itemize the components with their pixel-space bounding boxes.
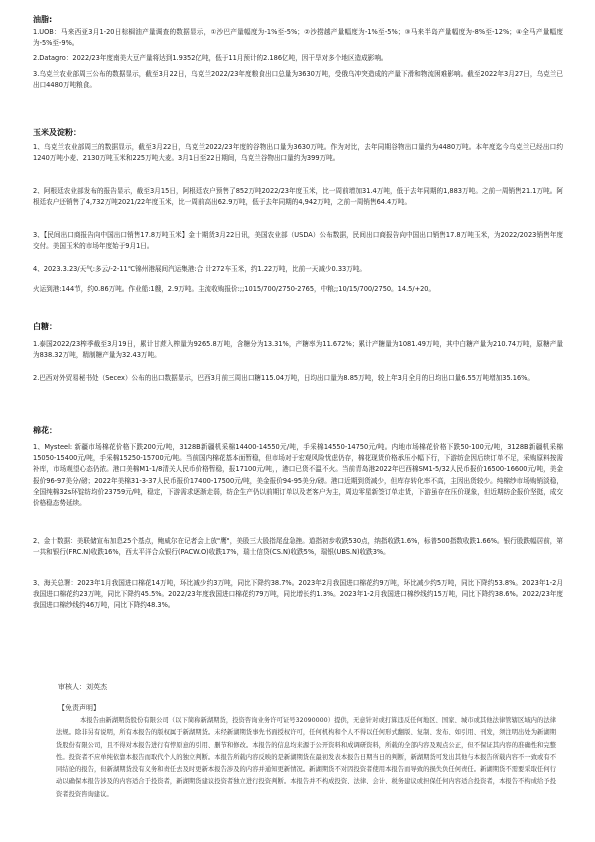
disclaimer-body: 本报告由新湖期货股份有限公司（以下简称新湖期货，投资咨询业务许可证号32090000）提供，无意针对或打算违反任何地区、国家、城市或其他法律管辖区域内的法律法规。除非另有说明，所有本报告的版权属于新湖期货。未经新湖期货事先书面授权许可，任何机构和个人不得以任何形式翻版、复制、发布、如引用、刊发，须注明出处为新湖期货股份有限公司，且不得对本报告进行有悖原意的引用、删节和修改。本报告的信息均来源于公开资料和成调研资料，所载的全部内容及观点公正，但不保证其内容的准确性和完整性。投资者不应单纯依靠本报告而取代个人的独立判断。本报告所载内容反映的是新湖期货在最初发表本报告日期当日的判断，新湖期货可发出其他与本报告所载内容不一致或有不同结论的报告，但新湖期货没有义务和责任去及时更新本报告涉及的内容并通知更新情况。新湖期货不对因投资者使用本报告而导致的损失负任何责任。新湖期货不需要采取任何行动以确保本报告涉及的内容适合于投资者，新湖期货建议投资者独立进行投资判断。本报告并不构成投资、法律、会计、税务建议或担保任何内容适合投资者，本报告不构成给予投资者投资咨询建议。 <box>56 717 556 798</box>
sugar-paragraph-1: 1.泰国2022/23榨季截至3月19日，累计甘蔗入榨量为9265.8万吨，含糖分为13.31%，产糖率为11.672%；累计产糖量为1081.49万吨，其中白糖产量为210.74万吨，原糖产量为838.32万吨，精制糖产量为32.43万吨。 <box>33 340 563 360</box>
corn-paragraph-5: 火运到港:144节，约0.86万吨。作业船:1艘，2.9万吨。主流收购报价:;;1015/700/2750-2765，中粮;;10/15/700/2750。14.5/+20。 <box>33 285 436 293</box>
oils-paragraph-1: 1.UOB：马来西亚3月1-20日棕榈油产量调查的数据显示，①沙巴产量幅度为-1%至-5%；②沙捞越产量幅度为-1%至-5%；③马来半岛产量幅度为-8%至-12%；④全马产量幅度为-5%至-9%。 <box>33 28 563 48</box>
sugar-paragraph-2: 2.巴西对外贸易秘书处（Secex）公布的出口数据显示，巴西3月前三周出口糖115.04万吨，日均出口量为8.85万吨，较上年3月全月的日均出口量6.55万吨增加35.16%。 <box>33 374 534 382</box>
cotton-paragraph-3: 3、海关总署：2023年1月我国进口棉花14万吨，环比减少约3万吨，同比下降约38.7%。2023年2月我国进口棉花约9万吨，环比减少约5万吨，同比下降约53.8%。2023年1-2月我国进口棉花约23万吨，同比下降约45.5%。2022/23年度我国进口棉花约79万吨，同比增长约1.3%。2023年1-2月我国进口棉纱线约15万吨，同比下降约38.6%。2022/23年度我国进口棉纱线约46万吨，同比下降约48.3%。 <box>33 579 563 610</box>
reviewer-line: 审核人：刘英杰 <box>58 683 107 691</box>
oils-paragraph-2: 2.Datagro：2022/23年度南美大豆产量将达到1.9352亿吨，低于11月预计的2.186亿吨，因干旱对多个地区造成影响。 <box>33 54 388 62</box>
corn-paragraph-2: 2、阿根廷农业部发布的报告显示，截至3月15日，阿根廷农户预售了852万吨2022/23年度玉米，比一周前增加31.4万吨，低于去年同期的1,883万吨。之前一周销售21.1万吨。阿根廷农户还销售了4,732万吨2021/22年度玉米，比一周前高出62.9万吨，低于去年同期的4,942万吨，之前一周销售64.4万吨。 <box>33 187 563 207</box>
section-title-corn: 玉米及淀粉： <box>33 128 81 137</box>
section-title-oils: 油脂: <box>33 15 53 24</box>
cotton-paragraph-2: 2、金十数据：美联储宣布加息25个基点，鲍威尔在记者会上放"鹰"，美股三大股指尾盘急挫。道指初步收跌530点，纳指收跌1.6%，标普500指数收跌1.66%。银行股跌幅居前，第一共和银行(FRC.N)收跌16%，西太平洋合众银行(PACW.O)收跌17%，瑞士信贷(CS.N)收跌5%，瑞银(UBS.N)收跌3%。 <box>33 537 563 557</box>
section-title-cotton: 棉花： <box>33 426 57 435</box>
section-title-sugar: 白糖： <box>33 322 57 331</box>
disclaimer-title: 【免责声明】 <box>58 704 100 712</box>
oils-paragraph-3: 3.乌克兰农业部周三公布的数据显示，截至3月22日，乌克兰2022/23年度粮食出口总量为3630万吨，受俄乌冲突造成的产量下滑和物流困难影响。截至2022年3月27日，乌克兰已出口4480万吨粮食。 <box>33 70 563 90</box>
corn-paragraph-1: 1、乌克兰农业部周三的数据显示，截至3月22日，乌克兰2022/23年度的谷物出口量为3630万吨。作为对比，去年同期谷物出口量约为4480万吨。本年度迄今乌克兰已经出口约1240万吨小麦、2130万吨玉米和225万吨大麦。3月1日至22日期间，乌克兰谷物出口量约为399万吨。 <box>33 143 563 163</box>
cotton-paragraph-1: 1、Mysteel: 新疆市场棉花价格下跌200元/吨，3128B新疆机采棉14400-14550元/吨，手采棉14550-14750元/吨。内地市场棉花价格下跌50-100元/吨，3128B新疆机采棉15050-15400元/吨，手采棉15250-15700元/吨。当前国内棉花基本面暂稳，但市场对于宏观风险忧虑仍存，棉花现货价格承压小幅下行，下游纺企因后续订单不足，采购原料按需补库，市场观望心态仍浓。港口美棉M1-1/8清关人民币价格暂稳，报17100元/吨，，港口已货不温不火。当前青岛港2022年巴西棉SM1-5/32人民币报价16500-16600元/吨，美金报价96-97美分/磅；2022年美棉31-3-37人民币报价17400-17500元/吨，美金报价94-95美分/磅。港口近期到货减少，但库存转化率不高，主因出货较少。纯棉纱市场购销淡稳，全国纯棉32s环锭纺均价23759元/吨，稳定，下游需求逐渐走弱，纺企生产仍以前期订单以及老客户为主，周边零星新签订单走货，下游虽存在压价现象，但近期纺企报价坚挺，成交价格稳态势延续。 <box>33 443 563 508</box>
corn-paragraph-4: 4、2023.3.23/天气:多云/-2-11℃锦州港展间汽运集港:合 计272车玉米，约1.22万吨，比前一天减少0.33万吨。 <box>33 265 367 273</box>
corn-paragraph-3: 3、【民间出口商报告向中国出口销售17.8万吨玉米】金十期货3月22日讯，美国农业部（USDA）公布数据，民间出口商报告向中国出口销售17.8万吨玉米，为2022/2023销售年度交付。美国玉米的市场年度始于9月1日。 <box>33 231 563 251</box>
